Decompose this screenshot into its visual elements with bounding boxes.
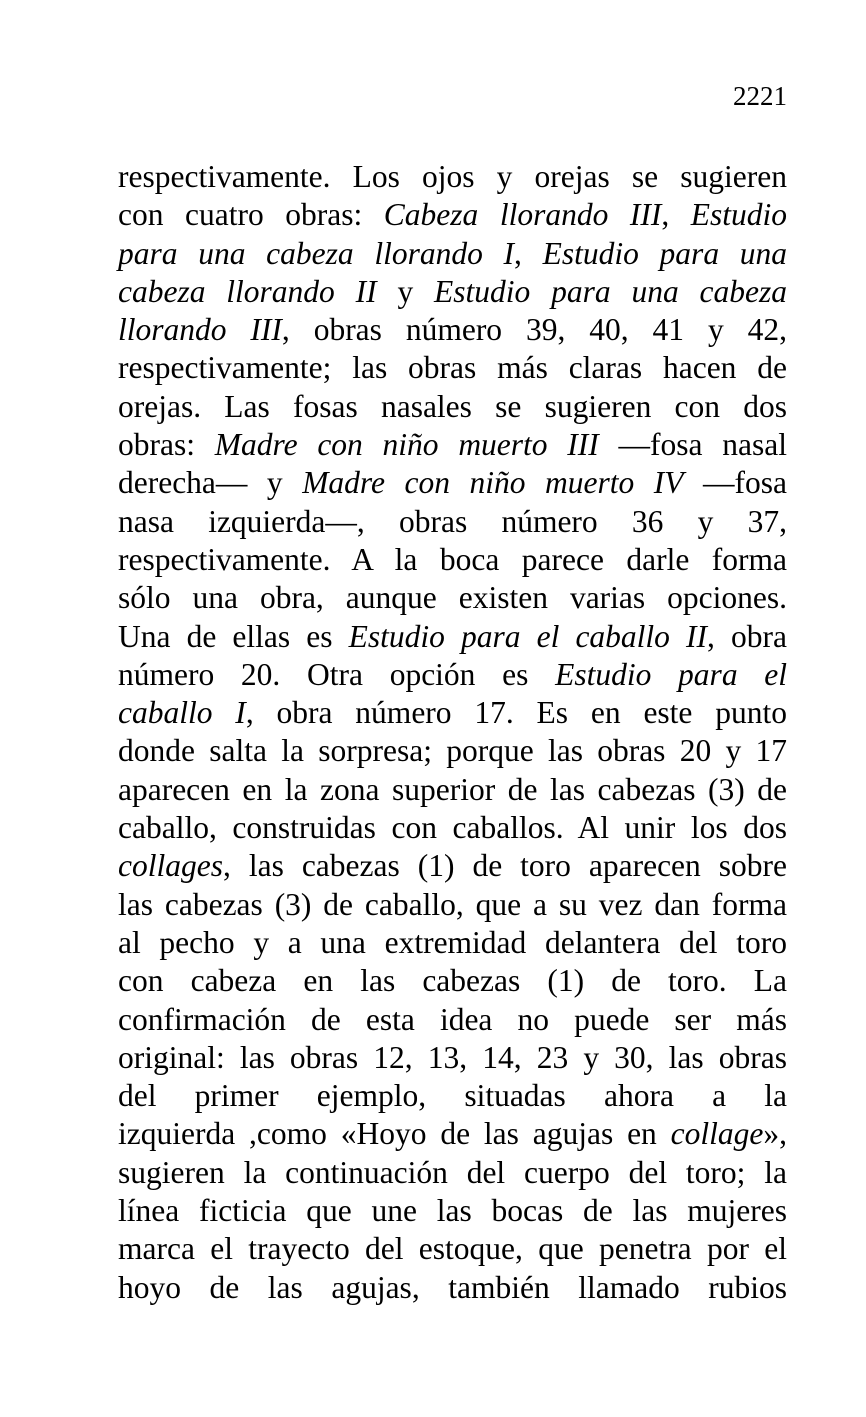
italic-title: collage bbox=[670, 1116, 764, 1152]
text-line bbox=[118, 1154, 787, 1192]
text-line bbox=[118, 694, 787, 732]
text-line bbox=[118, 1077, 787, 1115]
text-segment: Una de ellas es bbox=[118, 618, 349, 654]
text-line bbox=[118, 464, 787, 502]
italic-title: Cabeza llorando III bbox=[383, 197, 662, 233]
text-line bbox=[118, 1230, 787, 1268]
text-line bbox=[118, 349, 787, 387]
text-segment: orejas. Las fosas nasales se sugieren con dos bbox=[118, 388, 787, 424]
text-line bbox=[118, 503, 787, 541]
text-segment: , obras número 39, 40, 41 y 42, bbox=[281, 312, 788, 348]
text-line bbox=[118, 809, 787, 847]
text-segment: original: las obras 12, 13, 14, 23 y 30, las obras bbox=[118, 1039, 787, 1075]
text-segment: con cabeza en las cabezas (1) de toro. La bbox=[118, 963, 787, 999]
text-segment: , bbox=[661, 197, 691, 233]
text-segment: hoyo de las agujas, también llamado rubios bbox=[118, 1269, 787, 1305]
italic-title: Estudio para el caballo II bbox=[348, 618, 708, 654]
body-text bbox=[118, 158, 787, 1307]
text-segment: del primer ejemplo, situadas ahora a la bbox=[118, 1078, 787, 1114]
text-line bbox=[118, 1039, 787, 1077]
text-segment: —fosa nasal bbox=[598, 427, 787, 463]
text-segment: derecha— y bbox=[118, 465, 303, 501]
text-line bbox=[118, 541, 787, 579]
italic-title: Madre con niño muerto III bbox=[214, 427, 599, 463]
text-line bbox=[118, 847, 787, 885]
text-segment: con cuatro obras: bbox=[118, 197, 384, 233]
text-line bbox=[118, 426, 787, 464]
text-segment: nasa izquierda—, obras número 36 y 37, bbox=[118, 503, 787, 539]
text-line bbox=[118, 618, 787, 656]
text-line bbox=[118, 311, 787, 349]
text-segment: caballo, construidas con caballos. Al unir los dos bbox=[118, 810, 787, 846]
text-segment: », bbox=[763, 1116, 787, 1152]
text-line bbox=[118, 196, 787, 234]
text-line bbox=[118, 579, 787, 617]
italic-title: para una cabeza llorando I bbox=[118, 235, 515, 271]
text-segment: número 20. Otra opción es bbox=[118, 656, 556, 692]
text-segment: respectivamente. Los ojos y orejas se sugieren bbox=[118, 159, 787, 194]
text-segment: , bbox=[514, 235, 543, 271]
italic-title: Estudio para una cabeza bbox=[434, 273, 787, 309]
italic-title: caballo I bbox=[118, 695, 246, 731]
text-segment: y bbox=[376, 273, 435, 309]
text-segment: las cabezas (3) de caballo, que a su vez dan forma bbox=[118, 886, 787, 922]
text-segment: línea ficticia que une las bocas de las mujeres bbox=[118, 1193, 787, 1229]
italic-title: Madre con niño muerto IV bbox=[302, 465, 684, 501]
text-segment: donde salta la sorpresa; porque las obras 20 y 17 bbox=[118, 733, 787, 769]
italic-title: Estudio para una bbox=[542, 235, 788, 271]
text-segment: sólo una obra, aunque existen varias opciones. bbox=[118, 580, 787, 616]
text-line bbox=[118, 1001, 787, 1039]
italic-title: Estudio para el bbox=[555, 656, 788, 692]
italic-title: llorando III bbox=[118, 312, 282, 348]
text-segment: sugieren la continuación del cuerpo del toro; la bbox=[118, 1154, 787, 1190]
text-segment: confirmación de esta idea no puede ser más bbox=[118, 1001, 787, 1037]
text-segment: , obra número 17. Es en este punto bbox=[245, 695, 787, 731]
italic-title: cabeza llorando II bbox=[118, 273, 377, 309]
italic-title: Estudio bbox=[690, 197, 788, 233]
text-line bbox=[118, 1269, 787, 1307]
text-segment: , obra bbox=[707, 618, 787, 654]
text-line bbox=[118, 1115, 787, 1153]
text-segment: obras: bbox=[118, 427, 215, 463]
text-line bbox=[118, 924, 787, 962]
page-number: 2221 bbox=[733, 81, 787, 111]
text-line bbox=[118, 388, 787, 426]
text-line bbox=[118, 886, 787, 924]
text-segment: respectivamente; las obras más claras hacen de bbox=[118, 350, 787, 386]
text-segment: al pecho y a una extremidad delantera del toro bbox=[118, 924, 787, 960]
italic-title: collages bbox=[118, 848, 223, 884]
text-line bbox=[118, 273, 787, 311]
text-segment: , las cabezas (1) de toro aparecen sobre bbox=[222, 848, 787, 884]
text-segment: izquierda ,como «Hoyo de las agujas en bbox=[118, 1116, 671, 1152]
text-segment: aparecen en la zona superior de las cabezas (3) de bbox=[118, 771, 787, 807]
text-line bbox=[118, 732, 787, 770]
text-segment: respectivamente. A la boca parece darle forma bbox=[118, 541, 787, 577]
text-line bbox=[118, 158, 787, 196]
text-segment: marca el trayecto del estoque, que penetra por el bbox=[118, 1231, 787, 1267]
text-line bbox=[118, 1192, 787, 1230]
text-line bbox=[118, 962, 787, 1000]
text-line bbox=[118, 656, 787, 694]
text-line bbox=[118, 771, 787, 809]
text-segment: —fosa bbox=[683, 465, 787, 501]
text-line bbox=[118, 235, 787, 273]
